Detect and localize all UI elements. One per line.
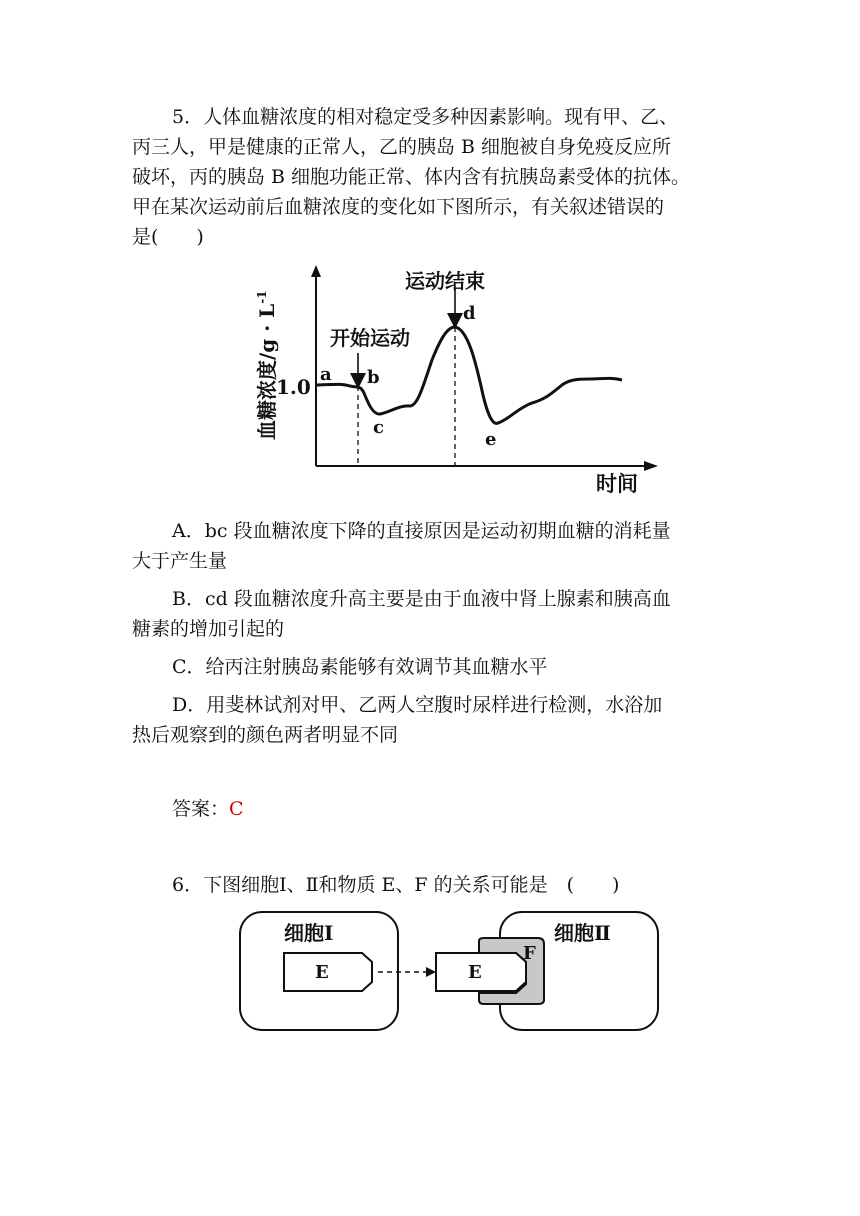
- q5-stem-rest: [132, 132, 732, 252]
- q5-stem: [132, 102, 732, 132]
- y-axis-label-main: 血糖浓度/g · L: [255, 303, 279, 440]
- y-axis-label: [255, 290, 279, 440]
- option-d-line2: 热后观察到的颜色两者明显不同: [132, 724, 399, 746]
- q5-stem-line5: 是( ): [132, 226, 204, 248]
- transfer-arrowhead: [426, 967, 436, 977]
- option-d-line1: D．用斐林试剂对甲、乙两人空腹时尿样进行检测，水浴加: [172, 694, 663, 716]
- option-a-line1: A．bc 段血糖浓度下降的直接原因是运动初期血糖的消耗量: [172, 520, 671, 542]
- cell-1-label: 细胞Ⅰ: [284, 921, 334, 945]
- end-exercise-label: 运动结束: [405, 269, 485, 293]
- q6-cell-figure: [236, 908, 666, 1036]
- option-b-line2: 糖素的增加引起的: [132, 618, 285, 640]
- y-axis-arrow: [311, 265, 321, 277]
- x-axis-label: 时间: [596, 471, 638, 496]
- y-tick-label: 1.0: [276, 375, 311, 399]
- q5-stem-line4: 甲在某次运动前后血糖浓度的变化如下图所示，有关叙述错误的: [132, 196, 665, 218]
- q5-glucose-figure: [240, 255, 670, 500]
- receptor-f-label: F: [523, 943, 536, 964]
- q6-stem: 6．下图细胞Ⅰ、Ⅱ和物质 E、F 的关系可能是 ( ): [172, 874, 620, 896]
- y-axis-label-sup: -1: [255, 290, 269, 304]
- point-b-label: b: [367, 367, 380, 388]
- point-d-label: d: [463, 303, 476, 324]
- x-axis-arrow: [644, 461, 658, 471]
- answer: [172, 794, 244, 824]
- answer-value: C: [229, 798, 244, 820]
- molecule-e-left-label: E: [315, 962, 329, 983]
- q5-stem-line3: 破坏，丙的胰岛 B 细胞功能正常、体内含有抗胰岛素受体的抗体。: [132, 166, 691, 188]
- answer-label: 答案：: [172, 798, 230, 820]
- option-b-line1: B．cd 段血糖浓度升高主要是由于血液中肾上腺素和胰高血: [172, 588, 671, 610]
- cell-2-label: 细胞Ⅱ: [554, 921, 611, 945]
- q5-stem-line1: 5．人体血糖浓度的相对稳定受多种因素影响。现有甲、乙、: [172, 106, 679, 128]
- q5-stem-line2: 丙三人，甲是健康的正常人，乙的胰岛 B 细胞被自身免疫反应所: [132, 136, 672, 158]
- point-e-label: e: [485, 429, 497, 450]
- option-c-line1: C．给丙注射胰岛素能够有效调节其血糖水平: [172, 656, 548, 678]
- option-a-line2: 大于产生量: [132, 550, 228, 572]
- molecule-e-right-label: E: [468, 962, 482, 983]
- point-a-label: a: [320, 364, 332, 385]
- start-exercise-label: 开始运动: [330, 326, 410, 350]
- point-c-label: c: [373, 417, 384, 438]
